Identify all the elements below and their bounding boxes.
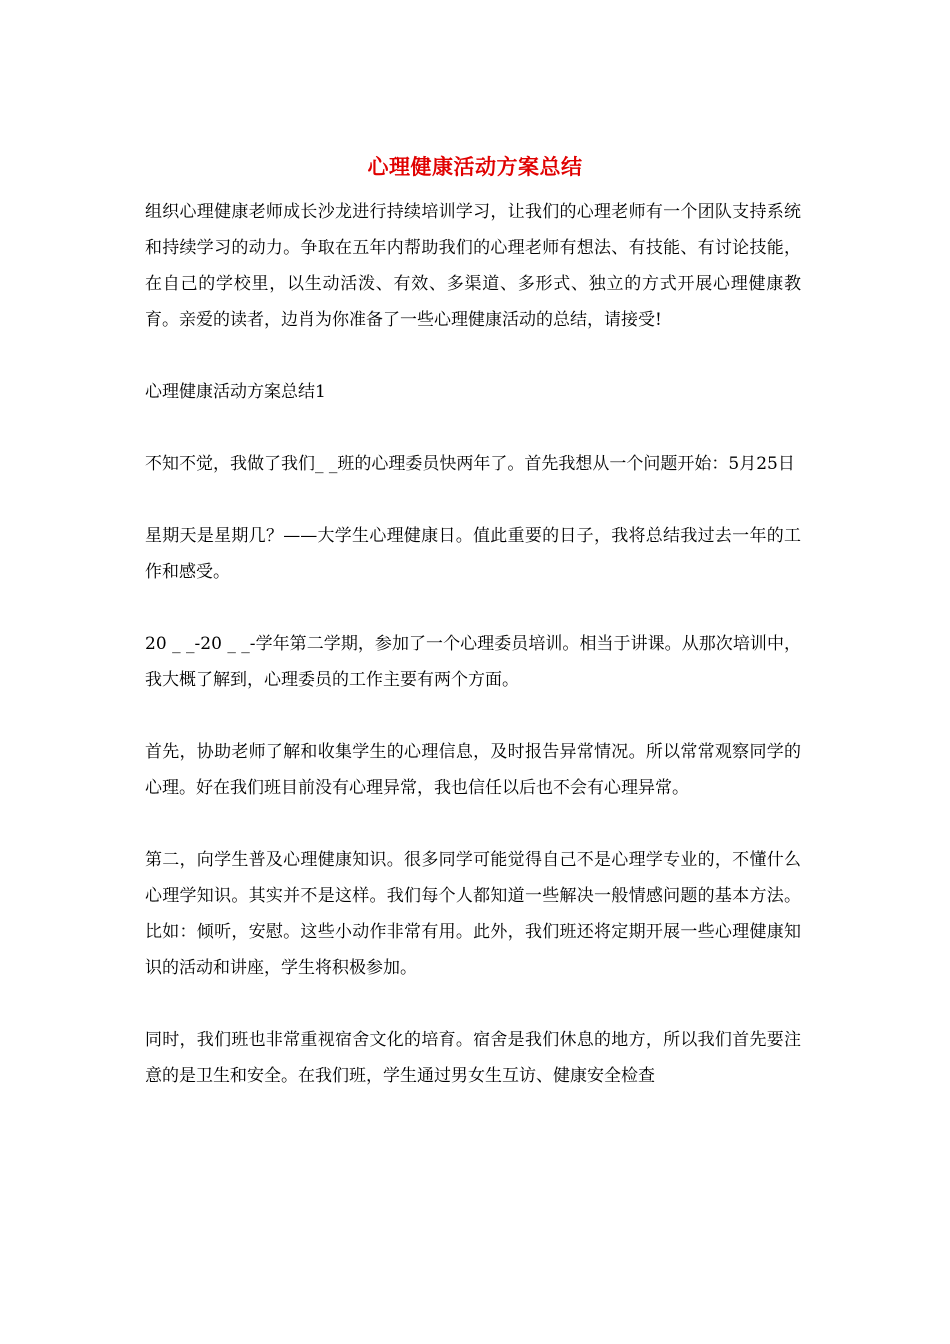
paragraph-spacer: [145, 410, 801, 446]
document-body: [145, 194, 801, 1094]
body-paragraph: 首先，协助老师了解和收集学生的心理信息，及时报告异常情况。所以常常观察同学的心理。好在我们班目前没有心理异常，我也信任以后也不会有心理异常。: [145, 742, 801, 798]
body-paragraph: 同时，我们班也非常重视宿舍文化的培育。宿舍是我们休息的地方，所以我们首先要注意的是卫生和安全。在我们班，学生通过男女生互访、健康安全检查: [145, 1030, 801, 1086]
body-paragraph: 星期天是星期几？——大学生心理健康日。值此重要的日子，我将总结我过去一年的工作和感受。: [145, 526, 801, 582]
paragraph-spacer: [145, 482, 801, 518]
body-paragraph: 20 _ _-20 _ _-学年第二学期，参加了一个心理委员培训。相当于讲课。从那次培训中，我大概了解到，心理委员的工作主要有两个方面。: [145, 634, 801, 690]
paragraph-spacer: [145, 590, 801, 626]
document-title: 心理健康活动方案总结: [367, 154, 583, 179]
paragraph-spacer: [145, 986, 801, 1022]
paragraph-spacer: [145, 698, 801, 734]
body-paragraph: 不知不觉，我做了我们_ _班的心理委员快两年了。首先我想从一个问题开始：5月25日: [145, 454, 795, 474]
paragraph-spacer: [145, 806, 801, 842]
body-paragraph: 第二，向学生普及心理健康知识。很多同学可能觉得自己不是心理学专业的，不懂什么心理学知识。其实并不是这样。我们每个人都知道一些解决一般情感问题的基本方法。比如：倾听，安慰。这些小动作非常有用。此外，我们班还将定期开展一些心理健康知识的活动和讲座，学生将积极参加。: [145, 850, 801, 978]
intro-paragraph: 组织心理健康老师成长沙龙进行持续培训学习，让我们的心理老师有一个团队支持系统和持续学习的动力。争取在五年内帮助我们的心理老师有想法、有技能、有讨论技能，在自己的学校里，以生动活泼、有效、多渠道、多形式、独立的方式开展心理健康教育。亲爱的读者，边肖为你准备了一些心理健康活动的总结，请接受!: [145, 202, 801, 330]
paragraph-spacer: [145, 338, 801, 374]
section-heading: 心理健康活动方案总结1: [145, 382, 326, 402]
